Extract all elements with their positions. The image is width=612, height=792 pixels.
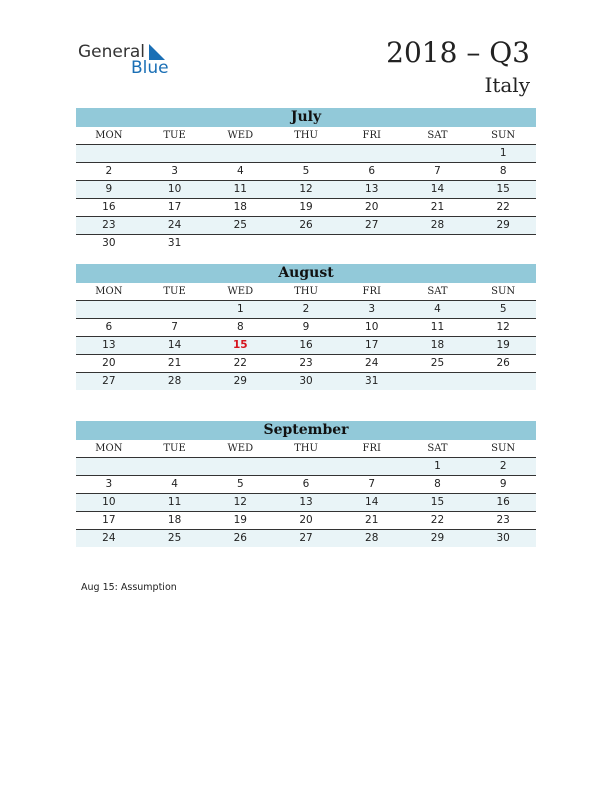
day-cell xyxy=(207,458,273,475)
day-cell: 28 xyxy=(167,375,182,387)
day-cell: 23 xyxy=(299,357,313,369)
day-cell: 15 xyxy=(232,339,248,351)
day-cell: 30 xyxy=(102,237,116,249)
day-cell: 13 xyxy=(365,183,379,195)
day-cell: 5 xyxy=(236,478,244,490)
weekday-label: SAT xyxy=(427,443,448,454)
holiday-note: Aug 15: Assumption xyxy=(81,582,177,593)
day-cell xyxy=(142,458,208,475)
day-cell xyxy=(405,235,471,252)
page-title: 2018 – Q3 xyxy=(386,36,530,69)
day-cell: 22 xyxy=(430,514,445,526)
day-cell: 27 xyxy=(102,375,116,387)
day-cell: 24 xyxy=(102,532,116,544)
week-row xyxy=(76,199,536,217)
weekday-header-row xyxy=(76,127,536,145)
day-cell: 20 xyxy=(299,514,313,526)
day-cell: 3 xyxy=(171,165,178,177)
day-cell: 31 xyxy=(167,237,182,249)
day-cell: 4 xyxy=(171,478,178,490)
day-cell xyxy=(405,373,471,390)
day-cell: 9 xyxy=(302,321,310,333)
day-cell: 24 xyxy=(167,219,182,231)
day-cell: 8 xyxy=(236,321,244,333)
day-cell xyxy=(207,235,273,252)
day-cell: 29 xyxy=(233,375,247,387)
week-row xyxy=(76,145,536,163)
weekday-header-row xyxy=(76,440,536,458)
day-cell: 21 xyxy=(365,514,379,526)
day-cell: 26 xyxy=(496,357,510,369)
week-row xyxy=(76,163,536,181)
day-cell xyxy=(339,235,405,252)
day-cell: 28 xyxy=(365,532,379,544)
weekday-label: SAT xyxy=(427,130,448,141)
day-cell: 2 xyxy=(302,303,310,315)
weekday-label: THU xyxy=(294,286,318,297)
day-cell xyxy=(142,145,208,162)
weekday-label: WED xyxy=(227,443,254,454)
weekday-label: WED xyxy=(227,130,254,141)
day-cell: 25 xyxy=(430,357,445,369)
week-row xyxy=(76,319,536,337)
day-cell: 3 xyxy=(105,478,113,490)
day-cell: 11 xyxy=(430,321,445,333)
weekday-label: TUE xyxy=(163,443,186,454)
day-cell: 16 xyxy=(299,339,313,351)
day-cell: 26 xyxy=(299,219,313,231)
day-cell: 11 xyxy=(233,183,247,195)
weekday-label: THU xyxy=(294,443,318,454)
day-cell: 29 xyxy=(496,219,510,231)
day-cell: 7 xyxy=(434,165,441,177)
day-cell: 5 xyxy=(302,165,310,177)
month-title: September xyxy=(76,421,536,440)
day-cell: 22 xyxy=(496,201,510,213)
day-cell: 30 xyxy=(299,375,313,387)
day-cell: 31 xyxy=(365,375,379,387)
week-row xyxy=(76,337,536,355)
weekday-label: SAT xyxy=(427,286,448,297)
day-cell: 8 xyxy=(434,478,441,490)
day-cell: 1 xyxy=(499,147,507,159)
week-row xyxy=(76,235,536,252)
day-cell: 16 xyxy=(102,201,116,213)
week-row xyxy=(76,181,536,199)
week-row xyxy=(76,458,536,476)
logo xyxy=(78,40,188,80)
day-cell: 14 xyxy=(365,496,379,508)
day-cell: 28 xyxy=(430,219,445,231)
week-row xyxy=(76,373,536,390)
day-cell: 23 xyxy=(102,219,116,231)
day-cell: 19 xyxy=(496,339,510,351)
week-row xyxy=(76,476,536,494)
day-cell xyxy=(470,235,536,252)
day-cell xyxy=(470,373,536,390)
month-title: August xyxy=(76,264,536,283)
day-cell: 13 xyxy=(102,339,116,351)
day-cell: 15 xyxy=(430,496,445,508)
month-title: July xyxy=(76,108,536,127)
weekday-label: MON xyxy=(95,130,123,141)
day-cell xyxy=(273,458,339,475)
day-cell: 4 xyxy=(434,303,441,315)
week-row xyxy=(76,530,536,547)
day-cell: 22 xyxy=(233,357,247,369)
day-cell: 12 xyxy=(496,321,510,333)
weekday-header-row xyxy=(76,283,536,301)
day-cell xyxy=(273,145,339,162)
weekday-label: SUN xyxy=(491,286,516,297)
day-cell xyxy=(207,145,273,162)
day-cell: 17 xyxy=(167,201,182,213)
day-cell xyxy=(405,145,471,162)
weekday-label: FRI xyxy=(362,286,381,297)
day-cell: 6 xyxy=(302,478,310,490)
day-cell: 25 xyxy=(233,219,247,231)
week-row xyxy=(76,355,536,373)
day-cell: 10 xyxy=(102,496,116,508)
day-cell xyxy=(142,301,208,318)
day-cell: 20 xyxy=(102,357,116,369)
day-cell: 13 xyxy=(299,496,313,508)
day-cell: 16 xyxy=(496,496,510,508)
day-cell: 19 xyxy=(299,201,313,213)
day-cell: 21 xyxy=(430,201,445,213)
day-cell: 24 xyxy=(365,357,379,369)
weekday-label: MON xyxy=(95,286,123,297)
day-cell: 27 xyxy=(365,219,379,231)
day-cell xyxy=(339,458,405,475)
day-cell: 4 xyxy=(236,165,244,177)
weekday-label: FRI xyxy=(362,443,381,454)
day-cell: 1 xyxy=(236,303,244,315)
day-cell: 18 xyxy=(430,339,445,351)
day-cell: 12 xyxy=(299,183,313,195)
day-cell: 7 xyxy=(171,321,178,333)
day-cell: 21 xyxy=(167,357,182,369)
day-cell: 27 xyxy=(299,532,313,544)
day-cell: 3 xyxy=(368,303,376,315)
day-cell: 10 xyxy=(365,321,379,333)
day-cell: 9 xyxy=(105,183,113,195)
day-cell: 23 xyxy=(496,514,510,526)
logo-blue-text: Blue xyxy=(131,58,169,78)
day-cell: 10 xyxy=(167,183,182,195)
day-cell: 30 xyxy=(496,532,510,544)
day-cell: 14 xyxy=(430,183,445,195)
day-cell: 14 xyxy=(167,339,182,351)
week-row xyxy=(76,494,536,512)
day-cell: 9 xyxy=(499,478,507,490)
day-cell: 18 xyxy=(233,201,247,213)
week-row xyxy=(76,301,536,319)
weekday-label: WED xyxy=(227,286,254,297)
day-cell: 18 xyxy=(167,514,182,526)
day-cell: 20 xyxy=(365,201,379,213)
week-row xyxy=(76,512,536,530)
day-cell xyxy=(339,145,405,162)
month-september xyxy=(76,421,536,547)
week-row xyxy=(76,217,536,235)
day-cell xyxy=(76,458,142,475)
weekday-label: TUE xyxy=(163,130,186,141)
day-cell xyxy=(76,145,142,162)
day-cell: 5 xyxy=(499,303,507,315)
weekday-label: SUN xyxy=(491,443,516,454)
weekday-label: THU xyxy=(294,130,318,141)
day-cell: 15 xyxy=(496,183,510,195)
weekday-label: FRI xyxy=(362,130,381,141)
day-cell: 7 xyxy=(368,478,376,490)
day-cell: 1 xyxy=(434,460,441,472)
country-name: Italy xyxy=(484,73,530,97)
day-cell xyxy=(273,235,339,252)
weekday-label: TUE xyxy=(163,286,186,297)
day-cell: 8 xyxy=(499,165,507,177)
month-july xyxy=(76,108,536,252)
weekday-label: SUN xyxy=(491,130,516,141)
day-cell: 2 xyxy=(499,460,507,472)
logo-general-text: General xyxy=(78,42,145,62)
day-cell xyxy=(76,301,142,318)
day-cell: 25 xyxy=(167,532,182,544)
day-cell: 2 xyxy=(105,165,113,177)
month-august xyxy=(76,264,536,390)
day-cell: 12 xyxy=(233,496,247,508)
day-cell: 26 xyxy=(233,532,247,544)
day-cell: 17 xyxy=(365,339,379,351)
day-cell: 17 xyxy=(102,514,116,526)
day-cell: 19 xyxy=(233,514,247,526)
day-cell: 6 xyxy=(368,165,376,177)
day-cell: 29 xyxy=(430,532,445,544)
day-cell: 6 xyxy=(105,321,113,333)
weekday-label: MON xyxy=(95,443,123,454)
day-cell: 11 xyxy=(167,496,182,508)
